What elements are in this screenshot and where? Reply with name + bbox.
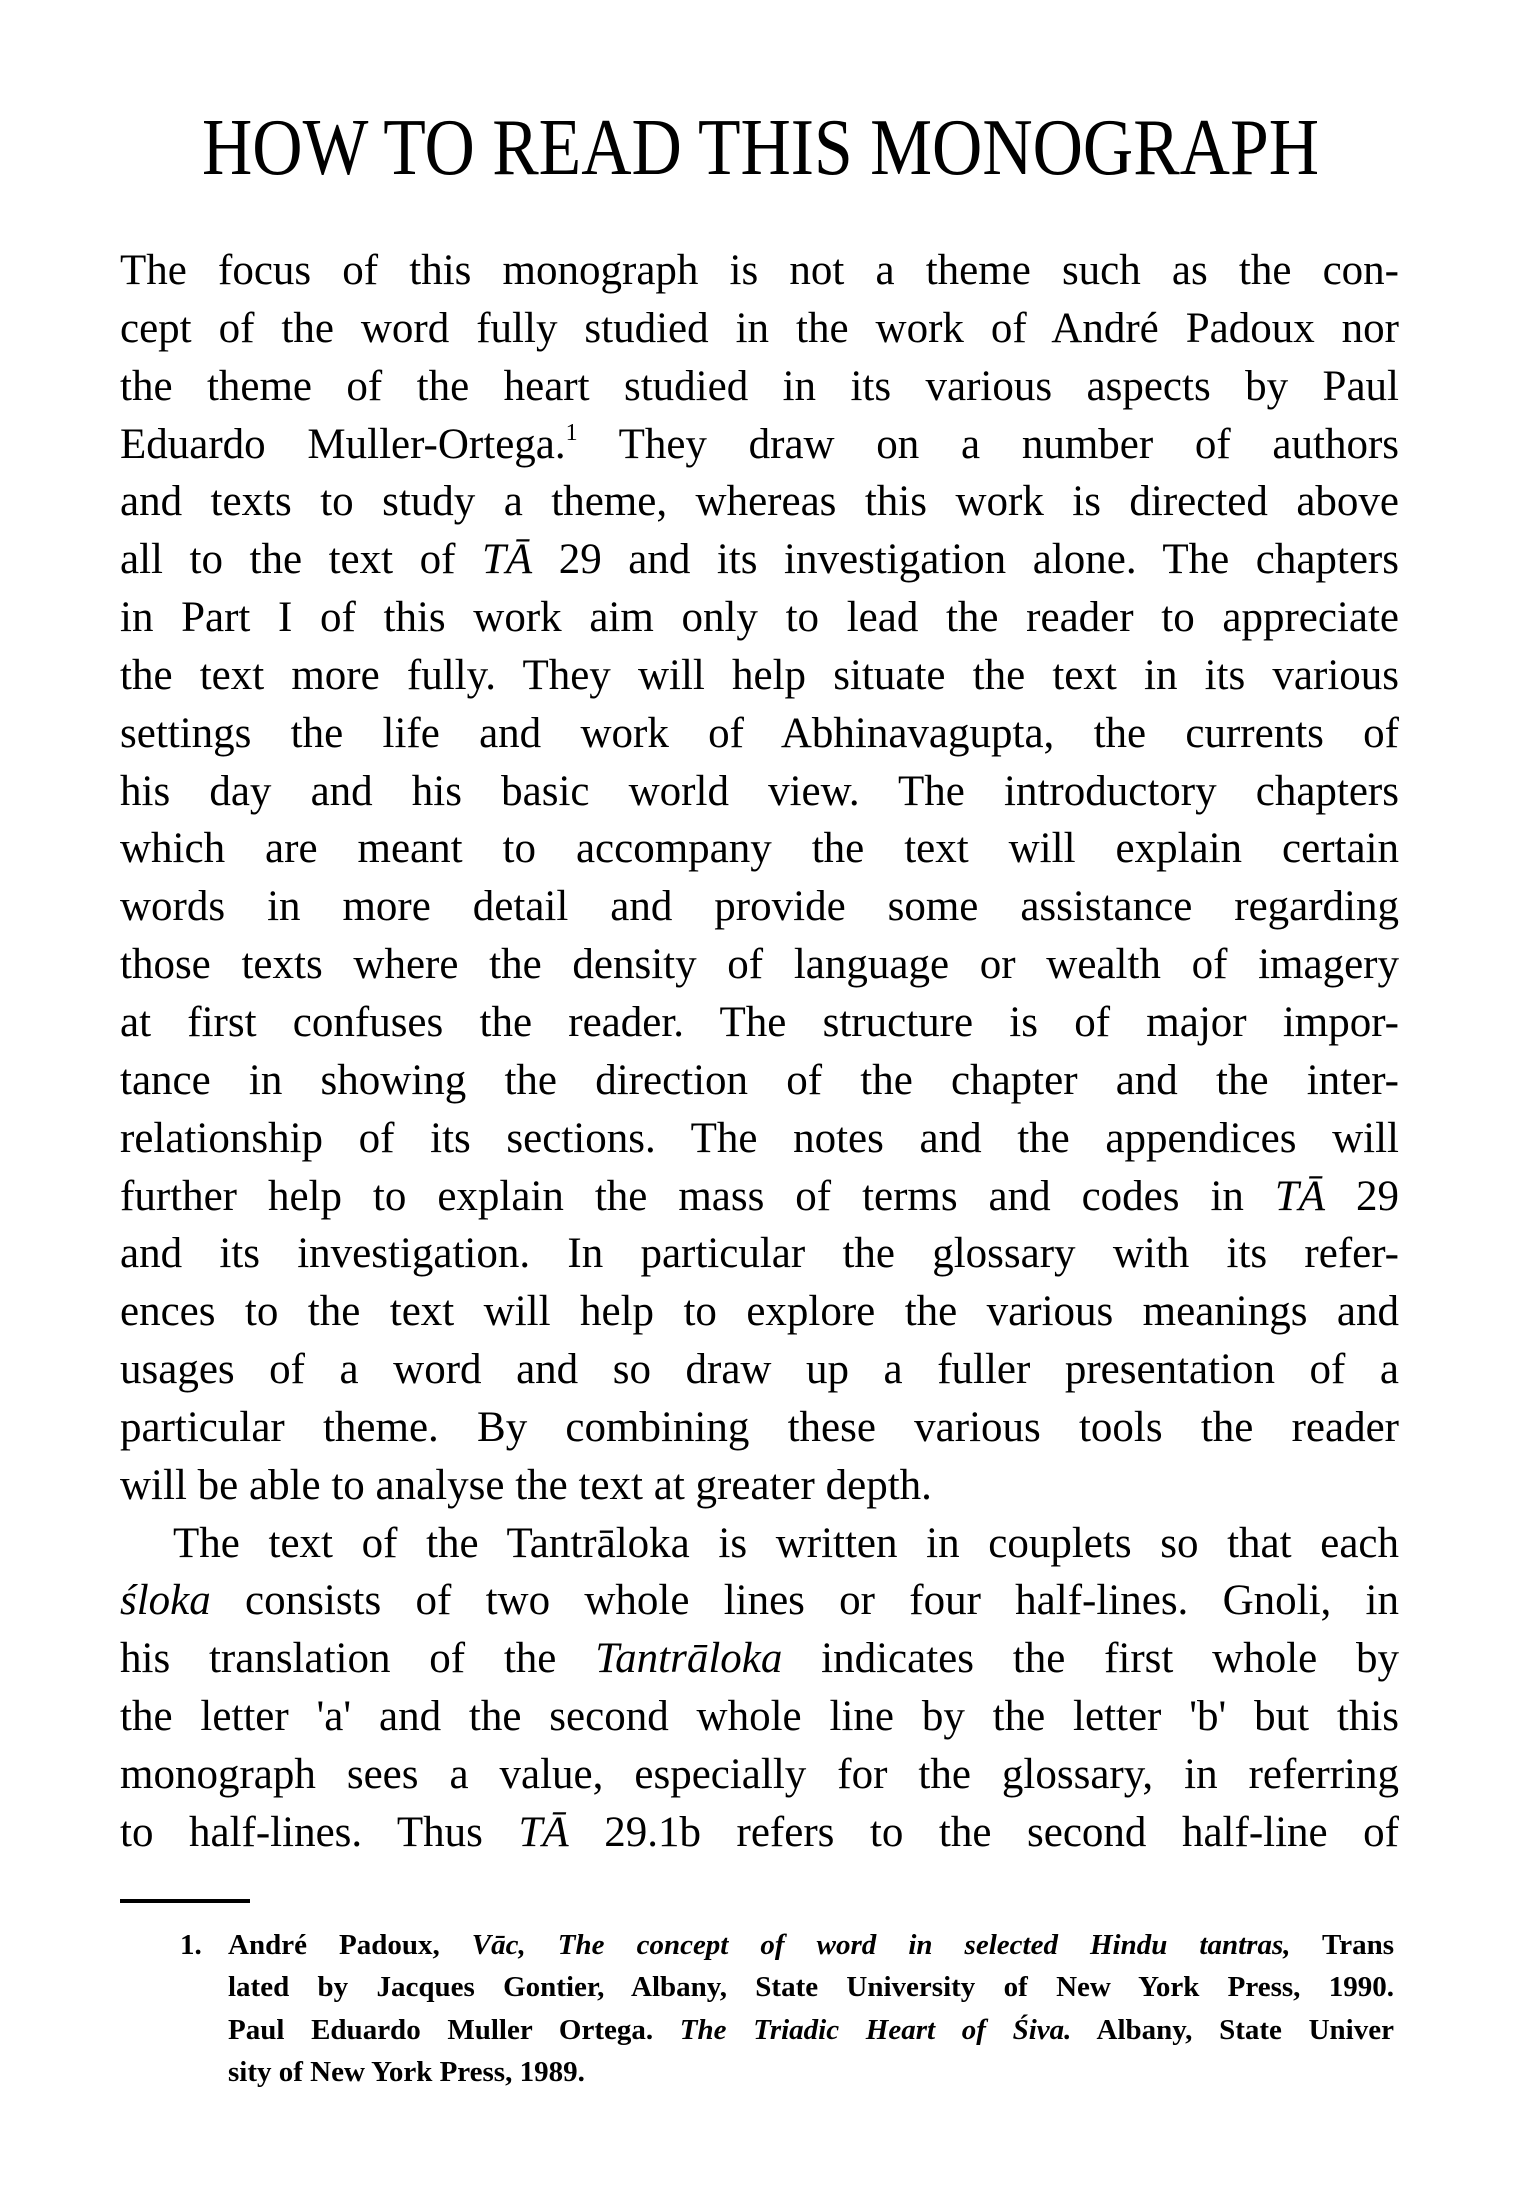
text-line [120,416,1399,474]
text-line [120,1341,1399,1399]
text-segment: his day and his basic world view. The introductory chapters [120,767,1399,815]
text-line [228,2009,1394,2051]
footnote-number: 1. [180,1929,202,1961]
text-segment: cept of the word fully studied in the work of André Padoux nor [120,304,1399,352]
text-segment: will be able to analyse the text at greater depth. [120,1461,932,1509]
text-line [120,1110,1399,1168]
text-segment: those texts where the density of language or wealth of imagery [120,941,1399,989]
text-line [120,763,1399,821]
text-segment: which are meant to accompany the text will explain certain [120,825,1399,873]
text-segment: in Part I of this work aim only to lead the reader to appreciate [120,594,1399,642]
text-line [120,300,1399,358]
text-segment: ences to the text will help to explore the various meanings and [120,1288,1399,1336]
text-segment: and texts to study a theme, whereas this work is directed above [120,478,1399,526]
text-segment: lated by Jacques Gontier, Albany, State University of New York Press, 1990. [228,1971,1394,2004]
text-segment: 29 and its investigation alone. The chapters [532,536,1399,584]
text-line [120,647,1399,705]
text-segment: further help to explain the mass of terms and codes in [120,1172,1275,1220]
text-segment: The focus of this monograph is not a theme such as the con- [120,247,1399,294]
text-line [120,1225,1399,1283]
footnote-ref: 1 [565,419,578,446]
text-segment: Eduardo Muller-Ortega. [120,420,566,468]
text-segment: indicates the first whole by [782,1635,1400,1683]
text-segment: tance in showing the direction of the chapter and the inter- [120,1056,1399,1104]
page-title [202,106,1319,190]
text-segment: his translation of the [120,1635,596,1683]
italic-text: śloka [120,1577,211,1625]
text-segment: settings the life and work of Abhinavagupta, the currents of [120,709,1399,757]
text-line [120,936,1399,994]
text-segment: They draw on a number of authors [577,420,1400,468]
text-segment: particular theme. By combining these various tools the reader [120,1403,1399,1451]
text-line [120,994,1399,1052]
text-line [228,1966,1394,2008]
text-segment: the text more fully. They will help situate the text in its various [120,651,1399,699]
text-segment: and its investigation. In particular the glossary with its refer- [120,1230,1399,1278]
text-segment: Trans [1290,1929,1395,1961]
text-line [120,1688,1399,1746]
italic-text: Tantrāloka [595,1635,783,1683]
text-segment: at first confuses the reader. The structure is of major impor- [120,998,1399,1046]
text-line [120,531,1399,589]
text-segment: all to the text of [120,536,482,584]
text-segment: The text of the Tantrāloka is written in couplets so that each [173,1519,1399,1567]
italic-text: The Triadic Heart of Śiva. [679,2013,1072,2046]
text-line [120,1804,1399,1862]
footnote-text [228,1924,1394,2093]
text-segment: sity of New York Press, 1989. [228,2055,585,2088]
text-segment: the letter 'a' and the second whole line by the letter 'b' but this [120,1693,1399,1741]
italic-text: TĀ [481,536,533,584]
text-segment: the theme of the heart studied in its various aspects by Paul [120,362,1399,410]
text-segment: Albany, State Univer [1071,2013,1394,2046]
text-line [120,1630,1399,1688]
text-segment: André Padoux, [228,1929,472,1961]
text-segment: to half-lines. Thus [120,1808,519,1856]
body-text [120,242,1399,1862]
text-segment: monograph sees a value, especially for the glossary, in referring [120,1750,1399,1798]
footnote-divider [120,1899,250,1903]
italic-text: TĀ [518,1808,569,1856]
text-segment: words in more detail and provide some assistance regarding [120,883,1399,931]
text-line [120,242,1399,300]
text-line [120,1457,1399,1515]
text-line [228,1924,1394,1966]
text-segment: usages of a word and so draw up a fuller presentation of a [120,1346,1399,1394]
italic-text: TĀ [1274,1172,1326,1220]
text-line [120,820,1399,878]
text-line [120,1052,1399,1110]
text-segment: Paul Eduardo Muller Ortega. [228,2013,680,2046]
text-line [120,1572,1399,1630]
text-line [120,1746,1399,1804]
text-line [228,2051,1394,2093]
text-line [120,1515,1399,1573]
text-line [120,473,1399,531]
text-segment: 29.1b refers to the second half-line of [568,1808,1399,1856]
text-line [120,878,1399,936]
text-line [120,1283,1399,1341]
text-segment: 29 [1325,1172,1400,1220]
page-title-text: HOW TO READ THIS MONOGRAPH [202,104,1319,192]
text-segment: consists of two whole lines or four half-lines. Gnoli, in [210,1577,1399,1625]
text-segment: relationship of its sections. The notes and the appendices will [120,1114,1399,1162]
italic-text: Vāc, The concept of word in selected Hindu tantras, [471,1929,1291,1961]
text-line [120,358,1399,416]
text-line [120,589,1399,647]
text-line [120,1399,1399,1457]
text-line [120,1168,1399,1226]
text-line [120,705,1399,763]
